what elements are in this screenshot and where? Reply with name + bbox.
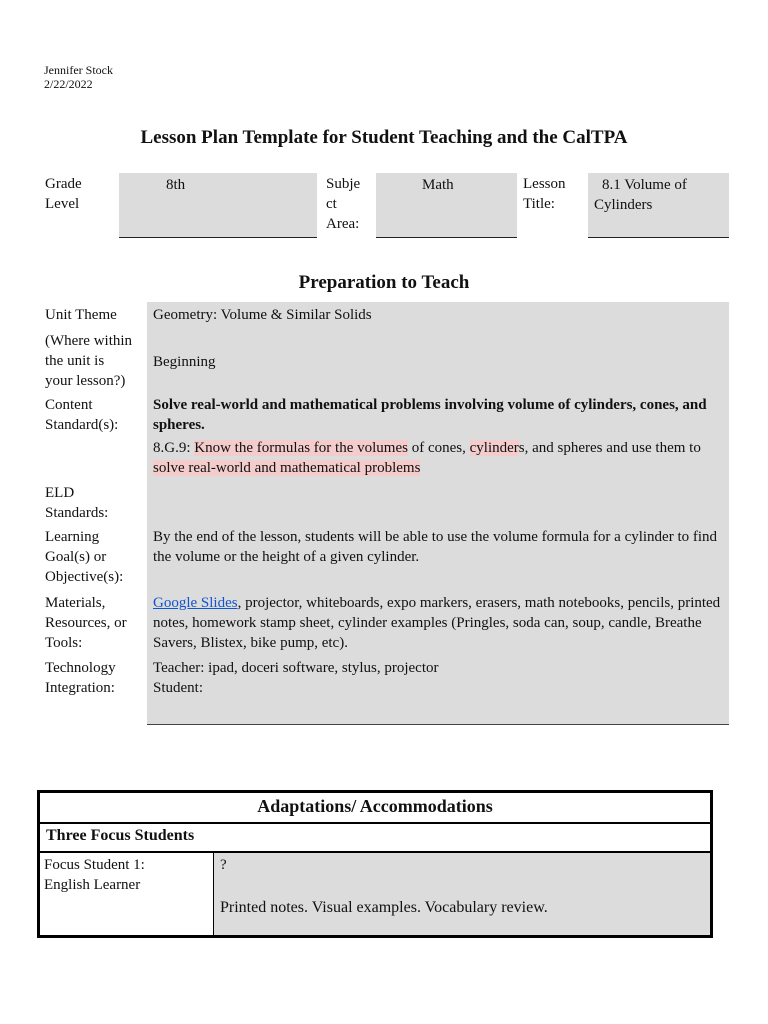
google-slides-link[interactable]: Google Slides [153, 595, 238, 611]
grade-level-label: Grade Level [45, 176, 82, 212]
subject-area-value: Math [422, 177, 454, 193]
adaptations-table [37, 790, 713, 938]
learning-goal-label: Learning Goal(s) or Objective(s): [45, 529, 124, 585]
unit-theme-label: Unit Theme [45, 307, 117, 323]
grade-level-value: 8th [166, 177, 186, 193]
materials-value: Google Slides, projector, whiteboards, expo markers, erasers, math notebooks, pencils, printed notes, homework stamp sheet, cylinder examples (Pringles, soda can, soup, candle, Breathe Savers, Blistex, bike pump, etc). [153, 595, 721, 651]
author-name: Jennifer Stock [44, 63, 113, 77]
technology-student: Student: [153, 680, 204, 696]
unit-theme-value: Geometry: Volume & Similar Solids [153, 307, 372, 323]
technology-teacher: Teacher: ipad, doceri software, stylus, projector [153, 660, 439, 676]
focus-student-1-accommodations [214, 852, 712, 937]
learning-goal-value: By the end of the lesson, students will be able to use the volume formula for a cylinder to find the volume or the height of a given cylinder. [153, 529, 718, 565]
focus-student-1-label: Focus Student 1: English Learner [39, 852, 214, 937]
technology-label: Technology Integration: [45, 660, 116, 696]
materials-label: Materials, Resources, or Tools: [45, 595, 127, 651]
eld-standards-label: ELD Standards: [45, 485, 109, 521]
subject-area-field[interactable] [376, 173, 517, 238]
lesson-position-value: Beginning [153, 354, 216, 370]
focus-students-heading: Three Focus Students [39, 823, 712, 852]
lesson-title-label: Lesson Title: [523, 176, 566, 212]
lesson-title-field[interactable] [588, 173, 729, 238]
prep-heading: Preparation to Teach [298, 272, 470, 293]
lesson-title-value: 8.1 Volume of Cylinders [594, 177, 687, 213]
lesson-position-label: (Where within the unit is your lesson?) [45, 333, 133, 389]
content-standards-label: Content Standard(s): [45, 397, 119, 433]
page-title: Lesson Plan Template for Student Teaching and the CalTPA [140, 127, 628, 148]
grade-level-field[interactable] [119, 173, 317, 238]
focus-student-1-placeholder: ? [220, 857, 227, 873]
content-standard-detail: 8.G.9: Know the formulas for the volumes of cones, cylinders, and spheres and use them to solve real-world and mathematical problems [153, 440, 701, 476]
focus-student-1-value: Printed notes. Visual examples. Vocabulary review. [220, 899, 548, 916]
technology-value [153, 658, 439, 698]
adaptations-heading: Adaptations/ Accommodations [39, 792, 712, 824]
subject-area-label: Subje ct Area: [326, 176, 361, 232]
content-standard-summary: Solve real-world and mathematical problems involving volume of cylinders, cones, and spheres. [153, 397, 707, 433]
document-date: 2/22/2022 [44, 77, 93, 91]
